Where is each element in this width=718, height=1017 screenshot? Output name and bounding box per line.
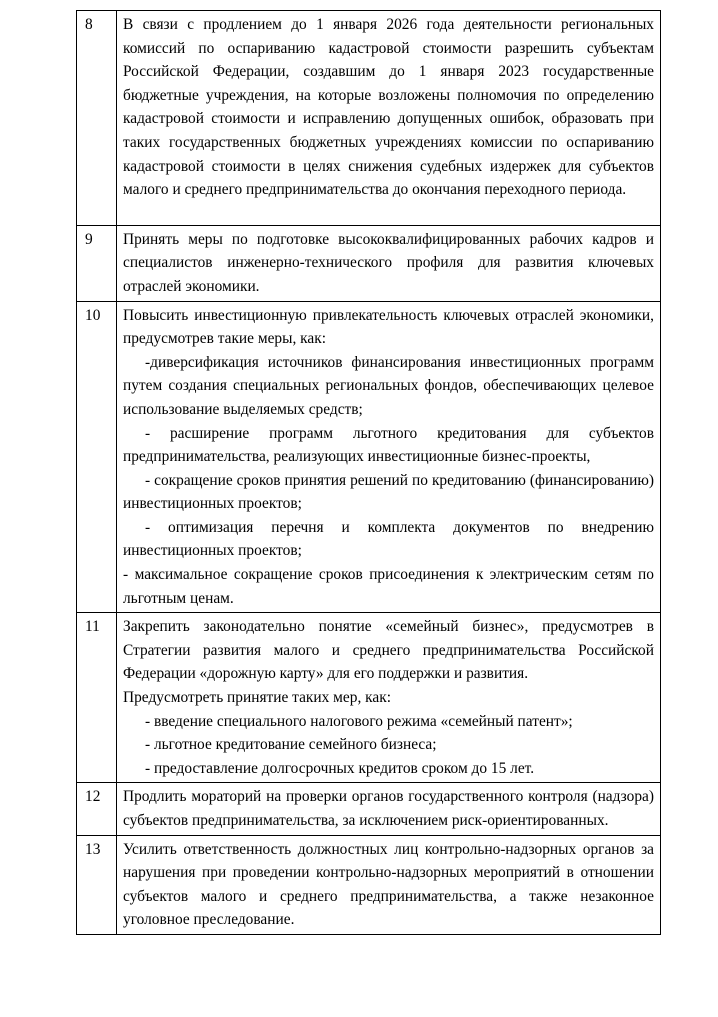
row-number: 8 [77, 11, 117, 226]
row-text [117, 11, 661, 226]
table-row [77, 783, 661, 835]
table-row [77, 11, 661, 226]
row-number: 12 [77, 783, 117, 835]
spacer [123, 202, 654, 223]
row-number: 13 [77, 835, 117, 934]
paragraph: Закрепить законодательно понятие «семейный бизнес», предусмотрев в Стратегии развития малого и среднего предпринимательства Российской Федерации «дорожную карту» для его поддержки и развития. [123, 618, 654, 683]
paragraph: В связи с продлением до 1 января 2026 года деятельности региональных комиссий по оспариванию кадастровой стоимости разрешить субъектам Российской Федерации, создавшим до 1 января 2023 государственные бюджетные учреждения, на которые возложены полномочия по определению кадастровой стоимости и исправлению допущенных ошибок, образовать при таких государственных бюджетных учреждениях комиссии по оспариванию кадастровой стоимости в целях снижения судебных издержек для субъектов малого и среднего предпринимательства до окончания переходного периода. [123, 16, 654, 199]
paragraph: Повысить инвестиционную привлекательность ключевых отраслей экономики, предусмотрев такие меры, как: [123, 306, 654, 348]
list-item: - расширение программ льготного кредитования для субъектов предпринимательства, реализующих инвестиционные бизнес-проекты, [123, 424, 654, 466]
paragraph: Предусмотреть принятие таких мер, как: [123, 689, 391, 707]
row-text [117, 783, 661, 835]
table-row [77, 613, 661, 783]
table-row [77, 301, 661, 613]
list-item: - сокращение сроков принятия решений по кредитованию (финансированию) инвестиционных проектов; [123, 471, 654, 513]
row-number: 9 [77, 225, 117, 301]
row-text [117, 225, 661, 301]
paragraph: Принять меры по подготовке высококвалифицированных рабочих кадров и специалистов инженерно-технического профиля для развития ключевых отраслей экономики. [123, 230, 654, 295]
row-text [117, 301, 661, 613]
table-row [77, 835, 661, 934]
measures-table [76, 10, 661, 935]
list-item: - максимальное сокращение сроков присоединения к электрическим сетям по льготным ценам. [123, 566, 654, 607]
list-item: - оптимизация перечня и комплекта документов по внедрению инвестиционных проектов; [123, 518, 654, 560]
list-item: -диверсификация источников финансирования инвестиционных программ путем создания специальных региональных фондов, обеспечивающих целевое использование выделяемых средств; [123, 353, 654, 418]
list-item: - введение специального налогового режима «семейный патент»; [145, 712, 573, 730]
table-row [77, 225, 661, 301]
paragraph: Усилить ответственность должностных лиц контрольно-надзорных органов за нарушения при проведении контрольно-надзорных мероприятий в отношении субъектов малого и среднего предпринимательства, а также незаконное уголовное преследование. [123, 840, 654, 929]
paragraph: Продлить мораторий на проверки органов государственного контроля (надзора) субъектов предпринимательства, за исключением риск-ориентированных. [123, 788, 654, 829]
row-number: 11 [77, 613, 117, 783]
row-text [117, 835, 661, 934]
list-item: - льготное кредитование семейного бизнеса; [145, 736, 437, 754]
row-text [117, 613, 661, 783]
row-number: 10 [77, 301, 117, 613]
list-item: - предоставление долгосрочных кредитов сроком до 15 лет. [145, 759, 535, 777]
